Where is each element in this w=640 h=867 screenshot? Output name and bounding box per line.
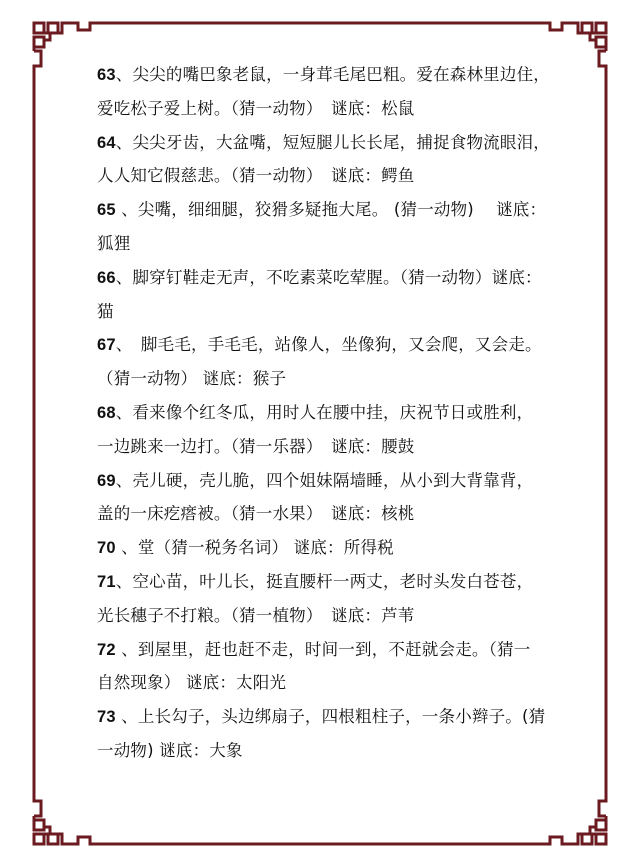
riddle-text: 自然现象） 谜底：太阳光 — [97, 673, 287, 693]
riddle-text: 光长穗子不打粮。（猜一植物） 谜底：芦苇 — [97, 605, 415, 625]
riddle-number: 63 — [97, 66, 116, 84]
riddle-text: 狐狸 — [97, 233, 131, 253]
riddle-text: 、 脚毛毛，手毛毛，站像人，坐像狗，又会爬，又会走。 — [115, 335, 542, 355]
corner-ornament-bottom-right — [520, 767, 606, 844]
riddle-text: 盖的一床疙瘩被。（猜一水果） 谜底：核桃 — [97, 504, 415, 524]
riddle-number: 65 — [97, 201, 116, 220]
riddle-text: 、上长勾子，头边绑扇子，四根粗柱子，一条小辫子。(猜 — [115, 707, 546, 727]
riddle-line-start — [97, 58, 567, 92]
riddle-list — [97, 58, 567, 768]
riddle-line-continuation — [97, 734, 567, 768]
riddle-line-continuation — [97, 295, 567, 329]
riddle-line-continuation — [97, 666, 567, 700]
riddle-text: 、尖嘴，细细腿，狡猾多疑拖大尾。 (猜一动物) 谜底： — [115, 200, 547, 220]
riddle-line-continuation — [97, 599, 567, 633]
riddle-line-start — [97, 126, 567, 160]
riddle-text: 一动物) 谜底：大象 — [97, 740, 243, 760]
riddle-line-start — [97, 328, 567, 362]
riddle-line-continuation — [97, 362, 567, 396]
riddle-text: 、到屋里，赶也赶不走，时间一到，不赶就会走。（猜一 — [115, 639, 531, 659]
riddle-text: 、壳儿硬，壳儿脆，四个姐妹隔墙睡，从小到大背靠背， — [115, 470, 534, 490]
riddle-number: 71 — [97, 572, 116, 591]
riddle-line-continuation — [97, 227, 567, 261]
riddle-text: 一边跳来一边打。（猜一乐器） 谜底：腰鼓 — [97, 436, 415, 456]
riddle-line-continuation — [97, 92, 567, 126]
riddle-line-start — [97, 565, 567, 599]
riddle-text: 、空心苗，叶儿长，挺直腰杆一两丈，老时头发白苍苍， — [115, 571, 534, 591]
riddle-text: 、尖尖牙齿，大盆嘴，短短腿儿长长尾，捕捉食物流眼泪， — [115, 132, 550, 152]
riddle-text: 爱吃松子爱上树。（猜一动物） 谜底：松鼠 — [97, 98, 415, 118]
riddle-line-start — [97, 700, 567, 734]
riddle-text: （猜一动物） 谜底：猴子 — [97, 369, 287, 389]
riddle-line-continuation — [97, 159, 567, 193]
riddle-number: 72 — [97, 640, 116, 659]
riddle-line-start — [97, 633, 567, 667]
riddle-line-start — [97, 193, 567, 227]
riddle-number: 69 — [97, 471, 116, 490]
riddle-line-start — [97, 531, 567, 565]
riddle-text: 、脚穿钉鞋走无声，不吃素菜吃荤腥。（猜一动物）谜底： — [115, 267, 542, 287]
riddle-line-start — [97, 396, 567, 430]
riddle-number: 70 — [97, 539, 116, 558]
riddle-line-continuation — [97, 430, 567, 464]
riddle-text: 、看来像个红冬瓜，用时人在腰中挂，庆祝节日或胜利， — [115, 402, 534, 422]
riddle-text: 、堂（猜一税务名词） 谜底：所得税 — [115, 538, 394, 558]
riddle-line-start — [97, 464, 567, 498]
riddle-text: 猫 — [97, 301, 114, 321]
corner-ornament-bottom-left — [34, 767, 120, 844]
riddle-text: 、尖尖的嘴巴象老鼠，一身茸毛尾巴粗。爱在森林里边住， — [115, 65, 550, 84]
riddle-number: 64 — [97, 133, 116, 152]
riddle-number: 73 — [97, 708, 116, 727]
riddle-number: 67 — [97, 336, 116, 355]
riddle-number: 68 — [97, 403, 116, 422]
riddle-number: 66 — [97, 268, 116, 287]
riddle-line-start — [97, 261, 567, 295]
riddle-text: 人人知它假慈悲。（猜一动物） 谜底：鳄鱼 — [97, 166, 415, 186]
riddle-line-continuation — [97, 497, 567, 531]
